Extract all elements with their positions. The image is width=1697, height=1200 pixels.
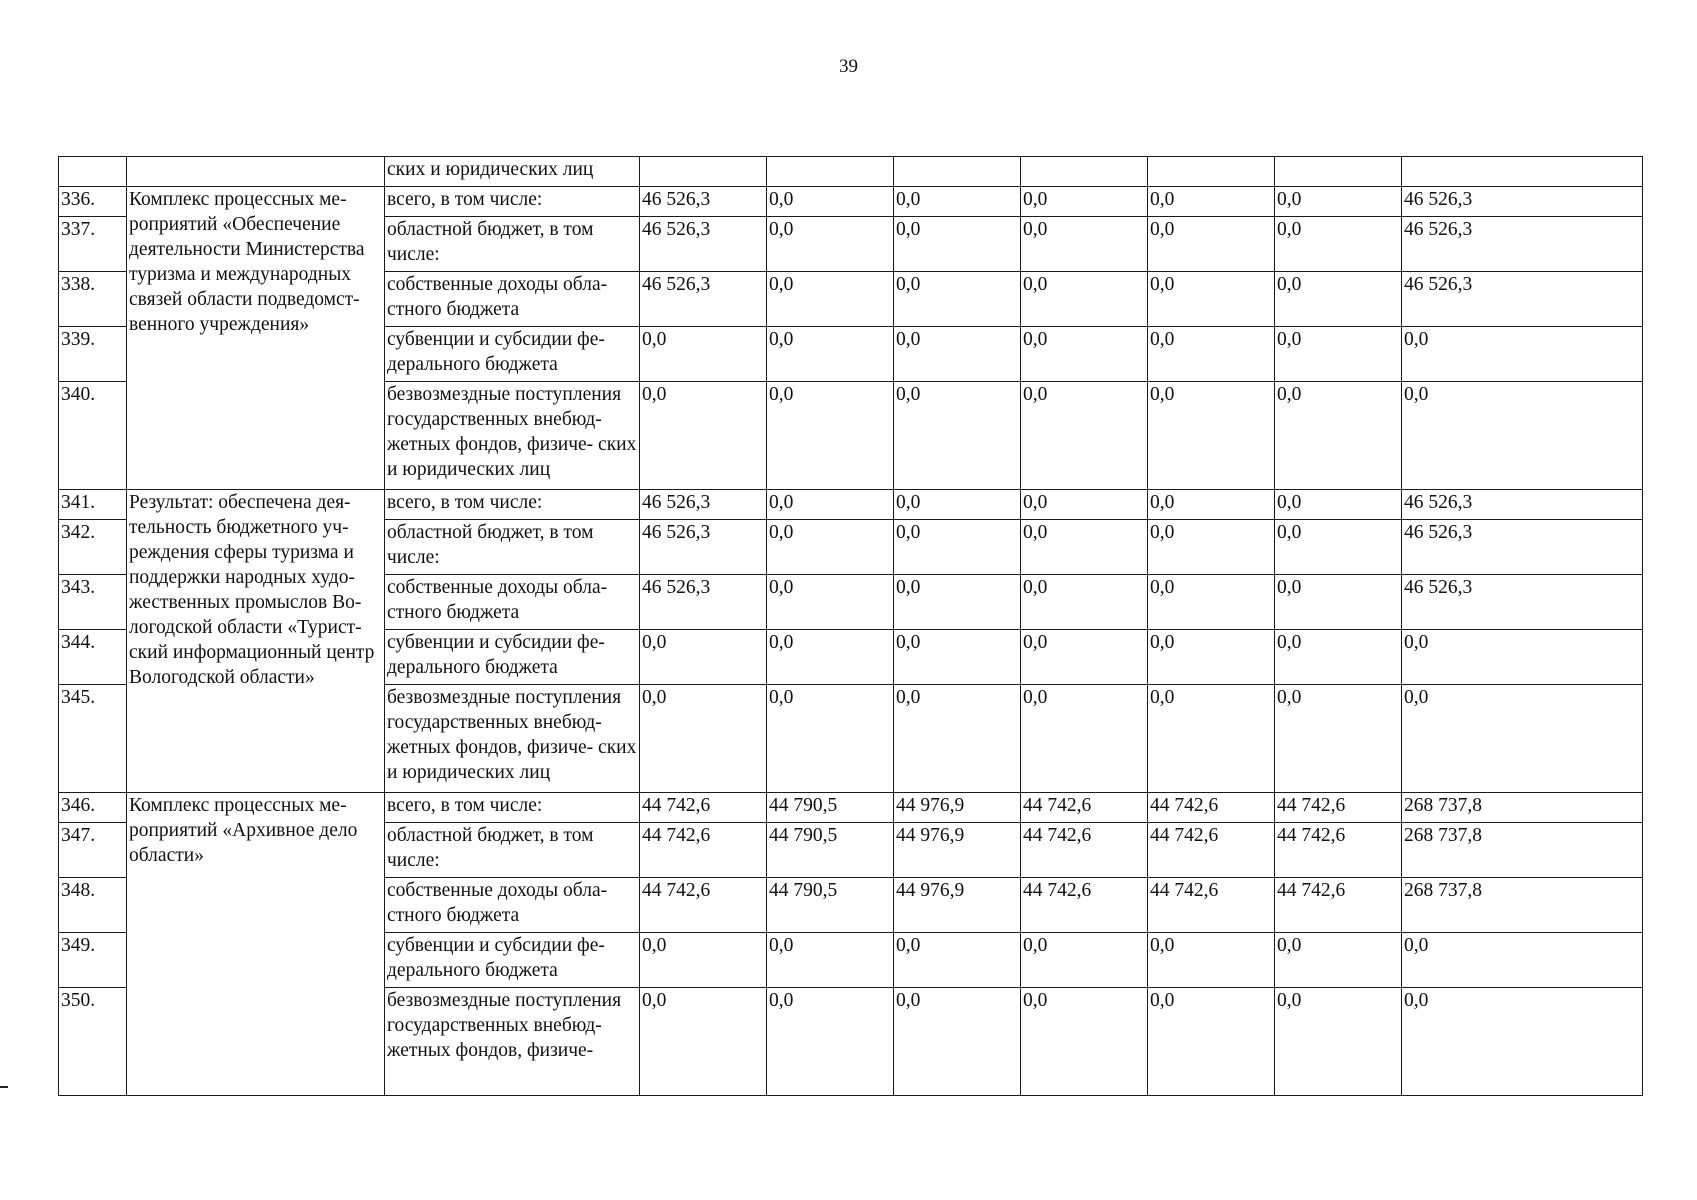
value-cell: 0,0 bbox=[1021, 630, 1148, 685]
value-cell: 0,0 bbox=[894, 933, 1021, 988]
funding-source-cell: субвенции и субсидии фе- дерального бюджета bbox=[385, 327, 640, 382]
value-cell: 0,0 bbox=[1148, 685, 1275, 793]
item-name-cell: Комплекс процессных ме- роприятий «Архивное дело области» bbox=[127, 793, 385, 1096]
value-cell bbox=[1148, 157, 1275, 187]
value-cell: 0,0 bbox=[894, 630, 1021, 685]
value-cell: 44 790,5 bbox=[767, 793, 894, 823]
value-cell: 0,0 bbox=[894, 685, 1021, 793]
total-value-cell: 46 526,3 bbox=[1402, 490, 1643, 520]
funding-source-cell: собственные доходы обла- стного бюджета bbox=[385, 575, 640, 630]
value-cell: 0,0 bbox=[1148, 520, 1275, 575]
row-number-cell: 336. bbox=[59, 187, 127, 217]
value-cell bbox=[1402, 157, 1643, 187]
value-cell: 44 742,6 bbox=[640, 823, 767, 878]
total-value-cell: 46 526,3 bbox=[1402, 272, 1643, 327]
value-cell: 0,0 bbox=[1148, 217, 1275, 272]
value-cell: 0,0 bbox=[894, 187, 1021, 217]
value-cell: 0,0 bbox=[767, 933, 894, 988]
value-cell bbox=[640, 157, 767, 187]
total-value-cell: 46 526,3 bbox=[1402, 187, 1643, 217]
total-value-cell: 0,0 bbox=[1402, 933, 1643, 988]
value-cell: 0,0 bbox=[894, 490, 1021, 520]
row-number-cell: 343. bbox=[59, 575, 127, 630]
item-name-cell: Результат: обеспечена дея- тельность бюджетного уч- реждения сферы туризма и поддержки народных худо- жественных промыслов Во- логодской области «Турист- ский информационный центр Вологодской области» bbox=[127, 490, 385, 793]
value-cell: 0,0 bbox=[894, 327, 1021, 382]
value-cell: 46 526,3 bbox=[640, 575, 767, 630]
value-cell: 0,0 bbox=[767, 685, 894, 793]
value-cell: 44 742,6 bbox=[640, 793, 767, 823]
funding-source-cell: безвозмездные поступления государственных внебюд- жетных фондов, физиче- ских и юридических лиц bbox=[385, 685, 640, 793]
value-cell: 0,0 bbox=[1275, 327, 1402, 382]
value-cell: 0,0 bbox=[1021, 217, 1148, 272]
value-cell: 46 526,3 bbox=[640, 272, 767, 327]
value-cell: 0,0 bbox=[1021, 272, 1148, 327]
margin-mark bbox=[0, 1086, 8, 1088]
value-cell: 46 526,3 bbox=[640, 520, 767, 575]
value-cell: 0,0 bbox=[1021, 382, 1148, 490]
total-value-cell: 46 526,3 bbox=[1402, 520, 1643, 575]
table-row bbox=[59, 187, 1643, 217]
value-cell: 0,0 bbox=[767, 520, 894, 575]
value-cell: 0,0 bbox=[767, 272, 894, 327]
value-cell: 0,0 bbox=[1148, 272, 1275, 327]
value-cell: 46 526,3 bbox=[640, 187, 767, 217]
row-number-cell: 342. bbox=[59, 520, 127, 575]
total-value-cell: 0,0 bbox=[1402, 327, 1643, 382]
value-cell: 0,0 bbox=[1148, 382, 1275, 490]
value-cell: 0,0 bbox=[894, 382, 1021, 490]
total-value-cell: 268 737,8 bbox=[1402, 793, 1643, 823]
row-number-cell: 339. bbox=[59, 327, 127, 382]
value-cell: 0,0 bbox=[894, 575, 1021, 630]
funding-source-cell: безвозмездные поступления государственных внебюд- жетных фондов, физиче- bbox=[385, 988, 640, 1096]
value-cell: 0,0 bbox=[1148, 933, 1275, 988]
value-cell: 0,0 bbox=[1021, 490, 1148, 520]
value-cell: 44 742,6 bbox=[1148, 878, 1275, 933]
value-cell: 0,0 bbox=[1275, 187, 1402, 217]
value-cell: 0,0 bbox=[640, 630, 767, 685]
row-number-cell: 344. bbox=[59, 630, 127, 685]
value-cell: 44 742,6 bbox=[1275, 823, 1402, 878]
row-number-cell: 346. bbox=[59, 793, 127, 823]
value-cell: 0,0 bbox=[1148, 327, 1275, 382]
value-cell: 0,0 bbox=[1021, 187, 1148, 217]
value-cell: 44 742,6 bbox=[1021, 793, 1148, 823]
funding-source-cell: субвенции и субсидии фе- дерального бюджета bbox=[385, 630, 640, 685]
value-cell: 0,0 bbox=[1275, 933, 1402, 988]
funding-source-cell: субвенции и субсидии фе- дерального бюджета bbox=[385, 933, 640, 988]
page-number: 39 bbox=[839, 56, 858, 77]
value-cell: 0,0 bbox=[1021, 685, 1148, 793]
value-cell bbox=[894, 157, 1021, 187]
value-cell: 46 526,3 bbox=[640, 490, 767, 520]
row-number-cell: 341. bbox=[59, 490, 127, 520]
table-row bbox=[59, 157, 1643, 187]
value-cell: 0,0 bbox=[640, 327, 767, 382]
value-cell: 0,0 bbox=[767, 382, 894, 490]
value-cell: 44 742,6 bbox=[1148, 823, 1275, 878]
value-cell: 44 976,9 bbox=[894, 823, 1021, 878]
value-cell: 0,0 bbox=[1021, 575, 1148, 630]
value-cell: 0,0 bbox=[640, 933, 767, 988]
value-cell: 44 742,6 bbox=[1275, 793, 1402, 823]
table-row bbox=[59, 490, 1643, 520]
total-value-cell: 0,0 bbox=[1402, 382, 1643, 490]
row-number-cell: 345. bbox=[59, 685, 127, 793]
value-cell: 0,0 bbox=[640, 382, 767, 490]
total-value-cell: 268 737,8 bbox=[1402, 823, 1643, 878]
funding-source-cell: всего, в том числе: bbox=[385, 187, 640, 217]
value-cell: 44 742,6 bbox=[1275, 878, 1402, 933]
value-cell: 0,0 bbox=[640, 988, 767, 1096]
value-cell: 0,0 bbox=[1148, 575, 1275, 630]
value-cell bbox=[1275, 157, 1402, 187]
item-name-cell bbox=[127, 157, 385, 187]
value-cell: 0,0 bbox=[767, 217, 894, 272]
row-number-cell: 340. bbox=[59, 382, 127, 490]
value-cell: 0,0 bbox=[767, 187, 894, 217]
value-cell bbox=[767, 157, 894, 187]
value-cell: 44 742,6 bbox=[640, 878, 767, 933]
value-cell: 0,0 bbox=[1148, 187, 1275, 217]
value-cell bbox=[1021, 157, 1148, 187]
value-cell: 0,0 bbox=[1275, 490, 1402, 520]
value-cell: 0,0 bbox=[1021, 988, 1148, 1096]
value-cell: 44 976,9 bbox=[894, 793, 1021, 823]
item-name-cell: Комплекс процессных ме- роприятий «Обеспечение деятельности Министерства туризма и международных связей области подведомст- венного учреждения» bbox=[127, 187, 385, 490]
row-number-cell: 350. bbox=[59, 988, 127, 1096]
row-number-cell: 348. bbox=[59, 878, 127, 933]
funding-source-cell: собственные доходы обла- стного бюджета bbox=[385, 272, 640, 327]
value-cell: 0,0 bbox=[1275, 575, 1402, 630]
value-cell: 0,0 bbox=[1148, 490, 1275, 520]
funding-source-cell: областной бюджет, в том числе: bbox=[385, 217, 640, 272]
value-cell: 0,0 bbox=[767, 988, 894, 1096]
value-cell: 44 742,6 bbox=[1021, 823, 1148, 878]
row-number-cell: 337. bbox=[59, 217, 127, 272]
value-cell: 0,0 bbox=[894, 520, 1021, 575]
total-value-cell: 0,0 bbox=[1402, 685, 1643, 793]
funding-source-cell: собственные доходы обла- стного бюджета bbox=[385, 878, 640, 933]
value-cell: 0,0 bbox=[1148, 988, 1275, 1096]
value-cell: 0,0 bbox=[1021, 933, 1148, 988]
total-value-cell: 46 526,3 bbox=[1402, 217, 1643, 272]
funding-source-cell: ских и юридических лиц bbox=[385, 157, 640, 187]
value-cell: 0,0 bbox=[1275, 988, 1402, 1096]
value-cell: 44 742,6 bbox=[1148, 793, 1275, 823]
row-number-cell: 338. bbox=[59, 272, 127, 327]
table-row bbox=[59, 793, 1643, 823]
value-cell: 0,0 bbox=[767, 327, 894, 382]
value-cell: 0,0 bbox=[1275, 272, 1402, 327]
value-cell: 0,0 bbox=[894, 272, 1021, 327]
value-cell: 44 976,9 bbox=[894, 878, 1021, 933]
value-cell: 0,0 bbox=[1275, 630, 1402, 685]
value-cell: 0,0 bbox=[1021, 327, 1148, 382]
total-value-cell: 46 526,3 bbox=[1402, 575, 1643, 630]
value-cell: 0,0 bbox=[1021, 520, 1148, 575]
total-value-cell: 0,0 bbox=[1402, 630, 1643, 685]
row-number-cell bbox=[59, 157, 127, 187]
budget-table bbox=[58, 156, 1643, 1096]
value-cell: 0,0 bbox=[894, 988, 1021, 1096]
value-cell: 0,0 bbox=[1275, 685, 1402, 793]
funding-source-cell: областной бюджет, в том числе: bbox=[385, 823, 640, 878]
value-cell: 0,0 bbox=[1148, 630, 1275, 685]
value-cell: 0,0 bbox=[1275, 520, 1402, 575]
value-cell: 44 790,5 bbox=[767, 823, 894, 878]
value-cell: 44 790,5 bbox=[767, 878, 894, 933]
funding-source-cell: безвозмездные поступления государственных внебюд- жетных фондов, физиче- ских и юридических лиц bbox=[385, 382, 640, 490]
row-number-cell: 349. bbox=[59, 933, 127, 988]
value-cell: 0,0 bbox=[1275, 217, 1402, 272]
value-cell: 46 526,3 bbox=[640, 217, 767, 272]
funding-source-cell: всего, в том числе: bbox=[385, 793, 640, 823]
row-number-cell: 347. bbox=[59, 823, 127, 878]
value-cell: 0,0 bbox=[1275, 382, 1402, 490]
funding-source-cell: областной бюджет, в том числе: bbox=[385, 520, 640, 575]
total-value-cell: 268 737,8 bbox=[1402, 878, 1643, 933]
funding-source-cell: всего, в том числе: bbox=[385, 490, 640, 520]
total-value-cell: 0,0 bbox=[1402, 988, 1643, 1096]
value-cell: 44 742,6 bbox=[1021, 878, 1148, 933]
value-cell: 0,0 bbox=[767, 575, 894, 630]
value-cell: 0,0 bbox=[894, 217, 1021, 272]
value-cell: 0,0 bbox=[767, 490, 894, 520]
value-cell: 0,0 bbox=[767, 630, 894, 685]
value-cell: 0,0 bbox=[640, 685, 767, 793]
